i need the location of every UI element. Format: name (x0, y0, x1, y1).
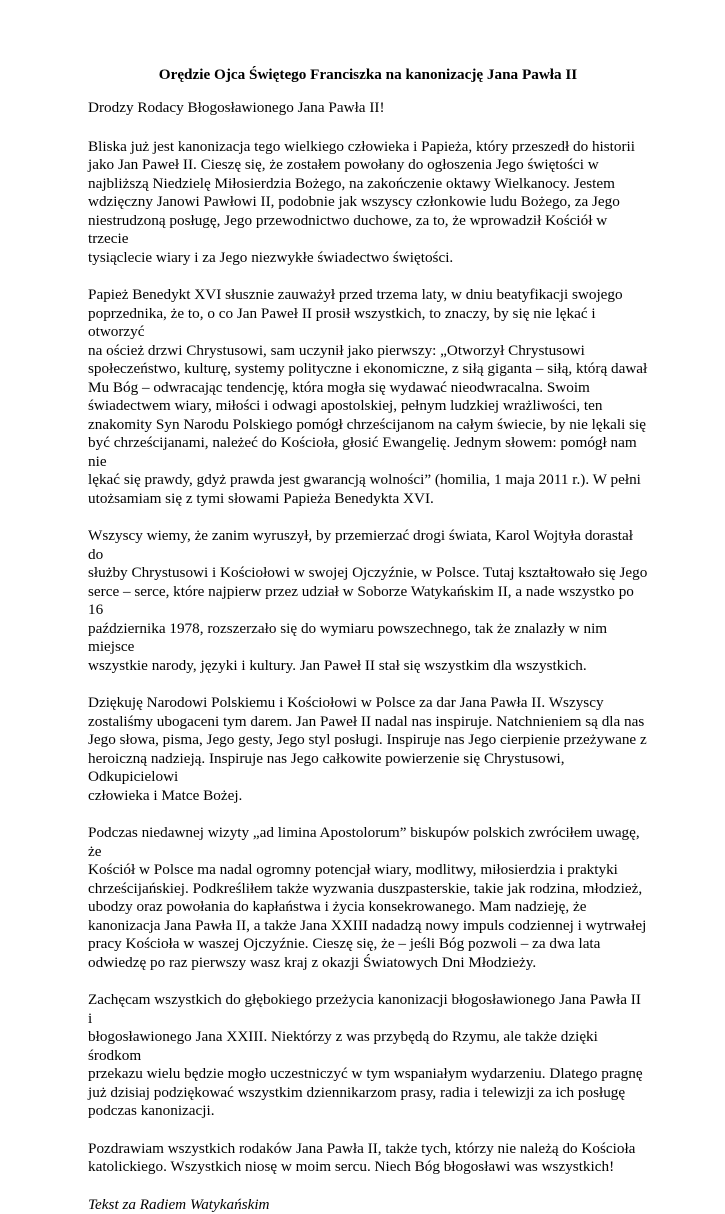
source-note: Tekst za Radiem Watykańskim (88, 1196, 648, 1214)
document-page (88, 64, 648, 1214)
document-title: Orędzie Ojca Świętego Franciszka na kanonizację Jana Pawła II (88, 64, 648, 85)
paragraph-6: Zachęcam wszystkich do głębokiego przeżycia kanonizacji błogosławionego Jana Pawła II i błogosławionego Jana XXIII. Niektórzy z was przybędą do Rzymu, ale także dzięki środkom przekazu wielu będzie mogło uczestniczyć w tym wspaniałym wydarzeniu. Dlatego pragnę już dzisiaj podziękować wszystkim dziennikarzom prasy, radia i telewizji za ich posługę podczas kanonizacji. (88, 991, 648, 1121)
paragraph-7: Pozdrawiam wszystkich rodaków Jana Pawła II, także tych, którzy nie należą do Kościoła katolickiego. Wszystkich niosę w moim sercu. Niech Bóg błogosławi was wszystkich! (88, 1140, 648, 1177)
paragraph-1: Bliska już jest kanonizacja tego wielkiego człowieka i Papieża, który przeszedł do historii jako Jan Paweł II. Cieszę się, że zostałem powołany do ogłoszenia Jego świętości w najbliższą Niedzielę Miłosierdzia Bożego, na zakończenie oktawy Wielkanocy. Jestem wdzięczny Janowi Pawłowi II, podobnie jak wszyscy członkowie ludu Bożego, za Jego niestrudzoną posługę, Jego przewodnictwo duchowe, za to, że wprowadził Kościół w trzecie tysiąclecie wiary i za Jego niezwykłe świadectwo świętości. (88, 138, 648, 268)
paragraph-4: Dziękuję Narodowi Polskiemu i Kościołowi w Polsce za dar Jana Pawła II. Wszyscy zostaliśmy ubogaceni tym darem. Jan Paweł II nadal nas inspiruje. Natchnieniem są dla nas Jego słowa, pisma, Jego gesty, Jego styl posługi. Inspiruje nas Jego cierpienie przeżywane z heroiczną nadzieją. Inspiruje nas Jego całkowite powierzenie się Chrystusowi, Odkupicielowi człowieka i Matce Bożej. (88, 694, 648, 805)
paragraph-2: Papież Benedykt XVI słusznie zauważył przed trzema laty, w dniu beatyfikacji swojego poprzednika, że to, o co Jan Paweł II prosił wszystkich, to znaczy, by się nie lękać i otworzyć na oścież drzwi Chrystusowi, sam uczynił jako pierwszy: „Otworzył Chrystusowi społeczeństwo, kulturę, systemy polityczne i ekonomiczne, z siłą giganta – siłą, którą dawał Mu Bóg – odwracając tendencję, która mogła się wydawać nieodwracalna. Swoim świadectwem wiary, miłości i odwagi apostolskiej, pełnym ludzkiej wrażliwości, ten znakomity Syn Narodu Polskiego pomógł chrześcijanom na całym świecie, by nie lękali się być chrześcijanami, należeć do Kościoła, głosić Ewangelię. Jednym słowem: pomógł nam nie lękać się prawdy, gdyż prawda jest gwarancją wolności” (homilia, 1 maja 2011 r.). W pełni utożsamiam się z tymi słowami Papieża Benedykta XVI. (88, 286, 648, 508)
paragraph-5: Podczas niedawnej wizyty „ad limina Apostolorum” biskupów polskich zwróciłem uwagę, że Kościół w Polsce ma nadal ogromny potencjał wiary, modlitwy, miłosierdzia i praktyki chrześcijańskiej. Podkreśliłem także wyzwania duszpasterskie, takie jak rodzina, młodzież, ubodzy oraz powołania do kapłaństwa i życia konsekrowanego. Mam nadzieję, że kanonizacja Jana Pawła II, a także Jana XXIII nadadzą nowy impuls codziennej i wytrwałej pracy Kościoła w waszej Ojczyźnie. Cieszę się, że – jeśli Bóg pozwoli – za dwa lata odwiedzę po raz pierwszy wasz kraj z okazji Światowych Dni Młodzieży. (88, 824, 648, 972)
greeting: Drodzy Rodacy Błogosławionego Jana Pawła II! (88, 99, 648, 118)
paragraph-3: Wszyscy wiemy, że zanim wyruszył, by przemierzać drogi świata, Karol Wojtyła dorastał do służby Chrystusowi i Kościołowi w swojej Ojczyźnie, w Polsce. Tutaj kształtowało się Jego serce – serce, które najpierw przez udział w Soborze Watykańskim II, a nade wszystko po 16 października 1978, rozszerzało się do wymiaru powszechnego, tak że znalazły w nim miejsce wszystkie narody, języki i kultury. Jan Paweł II stał się wszystkim dla wszystkich. (88, 527, 648, 675)
